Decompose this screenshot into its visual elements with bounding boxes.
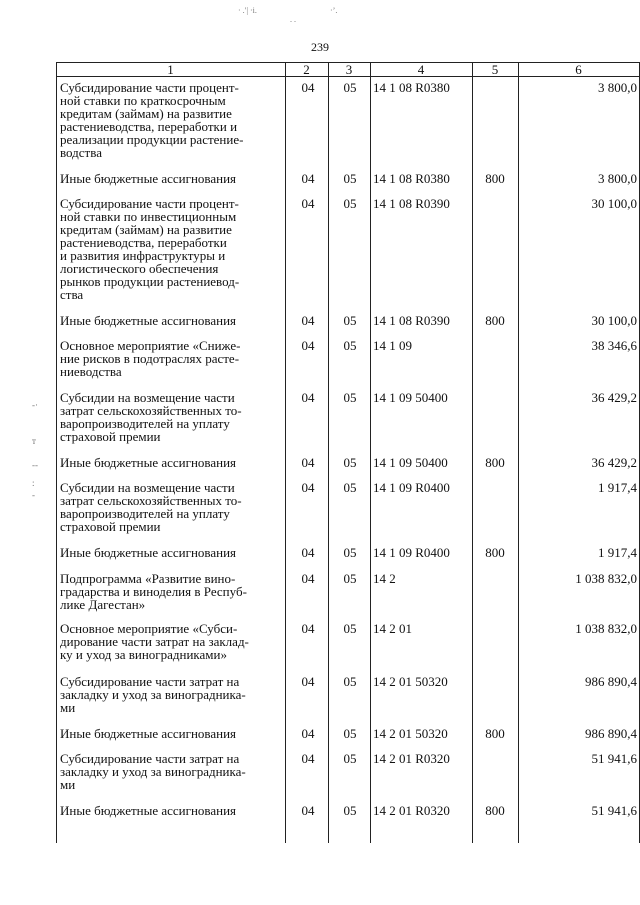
row-section: 04 [301,726,315,741]
column-border [285,62,286,843]
row-name: Субсидии на возмещение части затрат сельскохозяйственных то- варопроизводителей на уплату страховой премии [60,390,242,444]
row-code: 14 2 01 R0320 [373,751,450,766]
row-name: Субсидирование части затрат на закладку и уход за виноградника- ми [60,674,246,715]
row-type: 800 [485,545,505,560]
scan-artifact: : [32,478,35,488]
row-name: Основное мероприятие «Сниже- ние рисков в подотраслях расте- ниеводства [60,338,241,379]
row-section: 04 [301,674,315,689]
column-border [518,62,519,843]
row-code: 14 2 01 [373,621,412,636]
scan-artifact: . . [290,15,296,24]
row-section: 04 [301,80,315,95]
row-section: 04 [301,196,315,211]
row-name: Подпрограмма «Развитие вино- градарства и виноделия в Респуб- лике Дагестан» [60,571,247,612]
row-amount: 3 800,0 [598,80,637,95]
row-subsection: 05 [343,338,357,353]
row-subsection: 05 [343,571,357,586]
scan-artifact: · .ʹ| ·i. [238,6,257,15]
row-name: Субсидирование части затрат на закладку и уход за виноградника- ми [60,751,246,792]
header-col-4: 4 [417,62,425,77]
row-type: 800 [485,803,505,818]
row-amount: 1 038 832,0 [575,621,637,636]
row-name: Субсидирование части процент- ной ставки по краткосрочным кредитам (займам) на развитие растениеводства, переработки и реализации продукции растение- водства [60,80,244,160]
row-name: Иные бюджетные ассигнования [60,313,237,328]
row-code: 14 2 01 50320 [373,726,448,741]
budget-table [56,62,640,905]
row-name: Субсидирование части процент- ной ставки по инвестиционным кредитам (займам) на развитие растениеводства, переработки и развития инфраструктуры и логистического обеспечения рынков продукции растениевод- ства [60,196,240,302]
row-name: Иные бюджетные ассигнования [60,726,237,741]
row-section: 04 [301,171,315,186]
row-name: Иные бюджетные ассигнования [60,455,237,470]
page-number: 239 [311,40,329,54]
row-amount: 986 890,4 [585,726,637,741]
row-code: 14 2 01 R0320 [373,803,450,818]
row-amount: 1 917,4 [598,480,637,495]
row-code: 14 1 08 R0390 [373,313,450,328]
scan-artifact: ·ʼ. [330,6,338,15]
row-section: 04 [301,313,315,328]
scan-artifact: -- [32,460,38,470]
row-section: 04 [301,480,315,495]
row-amount: 30 100,0 [591,196,637,211]
row-amount: 51 941,6 [591,803,637,818]
column-border [328,62,329,843]
row-subsection: 05 [343,313,357,328]
row-amount: 36 429,2 [591,455,637,470]
row-section: 04 [301,803,315,818]
row-code: 14 1 09 R0400 [373,480,450,495]
row-subsection: 05 [343,390,357,405]
row-section: 04 [301,571,315,586]
row-section: 04 [301,545,315,560]
row-name: Иные бюджетные ассигнования [60,545,237,560]
column-border [370,62,371,843]
row-subsection: 05 [343,545,357,560]
row-subsection: 05 [343,455,357,470]
header-col-6: 6 [575,62,582,77]
row-subsection: 05 [343,803,357,818]
column-border [56,62,57,843]
row-subsection: 05 [343,674,357,689]
row-name: Иные бюджетные ассигнования [60,171,237,186]
row-amount: 1 038 832,0 [575,571,637,586]
row-amount: 1 917,4 [598,545,637,560]
row-subsection: 05 [343,480,357,495]
row-subsection: 05 [343,726,357,741]
header-col-5: 5 [491,62,499,77]
row-amount: 30 100,0 [591,313,637,328]
row-amount: 51 941,6 [591,751,637,766]
row-subsection: 05 [343,80,357,95]
scan-artifact: -· [32,400,38,410]
header-col-3: 3 [345,62,353,77]
row-subsection: 05 [343,196,357,211]
row-section: 04 [301,621,315,636]
row-name: Основное мероприятие «Субси- дирование части затрат на заклад- ку и уход за виноградниками» [60,621,249,662]
row-amount: 36 429,2 [591,390,637,405]
row-code: 14 1 08 R0390 [373,196,450,211]
row-name: Субсидии на возмещение части затрат сельскохозяйственных то- варопроизводителей на уплату страховой премии [60,480,242,534]
row-amount: 986 890,4 [585,674,637,689]
row-code: 14 1 08 R0380 [373,171,450,186]
row-code: 14 1 09 R0400 [373,545,450,560]
row-code: 14 2 [373,571,396,586]
row-section: 04 [301,390,315,405]
row-section: 04 [301,338,315,353]
row-section: 04 [301,751,315,766]
row-type: 800 [485,726,505,741]
row-code: 14 1 09 50400 [373,390,448,405]
row-type: 800 [485,455,505,470]
row-subsection: 05 [343,171,357,186]
header-col-2: 2 [303,62,310,77]
row-code: 14 1 08 R0380 [373,80,450,95]
row-code: 14 1 09 50400 [373,455,448,470]
row-type: 800 [485,313,505,328]
row-subsection: 05 [343,621,357,636]
scan-artifact: т [32,436,36,446]
scan-artifact: - [32,490,35,500]
row-amount: 3 800,0 [598,171,637,186]
row-section: 04 [301,455,315,470]
row-code: 14 1 09 [373,338,412,353]
row-code: 14 2 01 50320 [373,674,448,689]
row-type: 800 [485,171,505,186]
row-subsection: 05 [343,751,357,766]
row-name: Иные бюджетные ассигнования [60,803,237,818]
row-amount: 38 346,6 [591,338,637,353]
header-col-1: 1 [167,62,174,77]
